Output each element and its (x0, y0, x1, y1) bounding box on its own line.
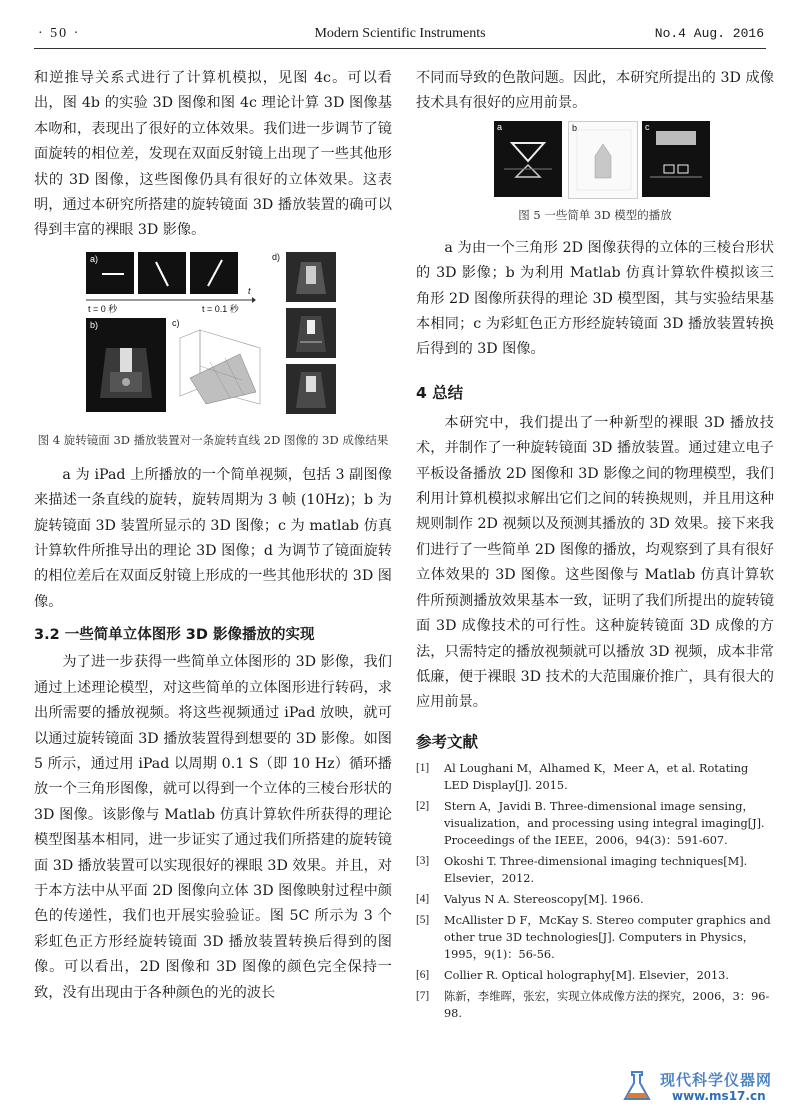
fig4-panel-d-photo-3 (286, 364, 336, 414)
reference-list (416, 760, 774, 1022)
theoretical-3d-plot (170, 318, 266, 412)
left-column (34, 66, 392, 1006)
figure-4-caption: 图 4 旋转镜面 3D 播放装置对一条旋转直线 2D 图像的 3D 成像结果 (37, 432, 389, 447)
fig4-panel-d-photo-2 (286, 308, 336, 358)
reference-item: [2] Stern A，Javidi B. Three-dimensional image sensing，visualization，and processing using integral imaging[J]. Proceedings of the IEEE，2006，94(3)：591-607. (416, 799, 765, 847)
fig5-label-a: a (497, 121, 503, 132)
paragraph: 不同而导致的色散问题。因此，本研究所提出的 3D 成像技术具有很好的应用前景。 (416, 70, 774, 112)
paragraph: 为了进一步获得一些简单立体图形的 3D 影像，我们通过上述理论模型，对这些简单的立体图形进行转码，求出所需要的播放视频。将这些视频通过 iPad 放映，就可以通过旋转镜面 3D 播放装置得到想要的 3D 影像。如图 5 所示，通过用 iPad 以周期 0.1 S（即 10 Hz）循环播放一个三角形图像，就可以得到一个立体的三棱台形状的 3D 图像。该影像与 Matlab 仿真计算软件所获得的理论模型图基本相同，进一步证实了通过我们所搭建的旋转镜面 3D 播放装置可以实现很好的裸眼 3D 效果。并且，对于本方法中从平面 2D 图像向立体 3D 图像映射过程中颜色的传递性，我们也开展实验验证。图 5C 所示为 3 个彩虹色正方形经旋转镜面 3D 播放装置转换后得到的图像。可以看出，2D 图像和 3D 图像的颜色完全保持一致，没有出现由于各种颜色的光的波长 (34, 654, 392, 1001)
fig5-panel-a (494, 121, 562, 197)
site-watermark (620, 1067, 790, 1107)
fig4-panel-d-photo-1 (272, 251, 336, 302)
watermark-site-name: 现代科学仪器网 (660, 1071, 773, 1089)
fig4-panel-a-frame-2 (138, 252, 186, 294)
paragraph: a 为 iPad 上所播放的一个简单视频，包括 3 副图像来描述一条直线的旋转，旋转周期为 3 帧 (10Hz)；b 为旋转镜面 3D 装置所显示的 3D 图像；c 为 matlab 仿真计算软件所推导出的理论 3D 图像；d 为调节了镜面旋转的相位差后在双面反射镜上形成的一些其他形状的 3D 图像。 (34, 466, 392, 610)
fig4-label-b: b) (90, 319, 99, 330)
fig4-time-end: t = 0.1 秒 (202, 303, 239, 314)
flask-logo-icon (620, 1069, 654, 1103)
reference-item: [4] Valyus N A. Stereoscopy[M]. 1966. (416, 892, 644, 906)
rotating-line-graphic (138, 252, 186, 294)
3d-shape-photo (286, 252, 336, 302)
3d-shape-photo (286, 364, 336, 414)
fig4-panel-a-frame-1 (86, 252, 134, 294)
right-column (416, 66, 774, 1026)
fig4-panel-b (86, 318, 166, 412)
running-header (34, 22, 766, 49)
reference-item: [5] McAllister D F，McKay S. Stereo computer graphics and other true 3D technologies[J]. Computers in Physics，1995，9(1)：56-56. (416, 913, 771, 961)
fig4-label-d: d) (272, 251, 281, 262)
watermark-url: www.ms17.cn (672, 1089, 766, 1103)
fig5-panel-b (568, 121, 638, 199)
figure-5 (416, 121, 774, 201)
fig4-panel-c (170, 318, 266, 412)
references-heading: 参考文献 (416, 732, 479, 751)
3d-image-photo (86, 318, 166, 412)
fig4-time-start: t = 0 秒 (88, 303, 118, 314)
fig4-panel-a-frame-3 (190, 252, 238, 294)
rainbow-square-photo (642, 121, 710, 197)
paragraph: a 为由一个三角形 2D 图像获得的立体的三棱台形状的 3D 影像；b 为利用 Matlab 仿真计算软件模拟该三角形 2D 图像所获得的理论 3D 模型图，其与实验结果基本相同；c 为彩虹色正方形经旋转镜面 3D 播放装置转换后得到的 3D 图像。 (416, 239, 774, 358)
triangle-frustum-photo (494, 121, 562, 197)
fig4-label-c: c) (172, 317, 180, 328)
fig5-panel-c (642, 121, 710, 197)
section-heading: 4 总结 (416, 383, 464, 402)
paragraph: 本研究中，我们提出了一种新型的裸眼 3D 播放技术，并制作了一种旋转镜面 3D 播放装置。通过建立电子平板设备播放 2D 图像和 3D 影像之间的物理模型，我们利用计算机模拟求解出它们之间的转换规则，并且用这种规则制作 2D 视频以及预测其播放的 3D 效果。接下来我们进行了一些简单 2D 图像的播放，均观察到了具有很好立体效果的 3D 图像。这些图像与 Matlab 仿真计算软件所预测播放效果基本一致，证明了我们所提出的旋转镜面 3D 成像技术的可行性。这种旋转镜面 3D 成像的方法，只需特定的播放视频就可以播放 3D 视频，成本非常低廉，便于裸眼 3D 技术的大范围廉价推广，具有很大的应用前景。 (416, 414, 774, 711)
figure-4 (34, 252, 392, 428)
reference-item: [6] Collier R. Optical holography[M]. Elsevier，2013. (416, 968, 729, 982)
section-heading: 3.2 一些简单立体图形 3D 影像播放的实现 (34, 627, 315, 644)
fig5-label-c: c (645, 121, 650, 132)
reference-item: [3] Okoshi T. Three-dimensional imaging techniques[M]. Elsevier，2012. (416, 854, 748, 885)
page-number: · 50 · (38, 26, 81, 41)
rotating-line-graphic (190, 252, 238, 294)
matlab-model-plot (569, 122, 637, 198)
fig4-label-a: a) (90, 253, 99, 264)
3d-shape-photo (286, 308, 336, 358)
figure-5-caption: 图 5 一些简单 3D 模型的播放 (518, 207, 672, 222)
fig4-time-axis-label: t (248, 285, 251, 296)
issue-info: No.4 Aug. 2016 (654, 26, 764, 41)
reference-item: [1] Al Loughani M，Alhamed K，Meer A，et al. Rotating LED Display[J]. 2015. (416, 761, 749, 792)
journal-title: Modern Scientific Instruments (314, 26, 486, 41)
paragraph: 和逆推导关系式进行了计算机模拟，见图 4c。可以看出，图 4b 的实验 3D 图像和图 4c 理论计算 3D 图像基本吻和，表现出了很好的立体效果。我们进一步调节了镜面旋转的相位差，发现在双面反射镜上出现了一些其他形状的 3D 图像，这些图像仍具有很好的立体效果。这表明，通过本研究所搭建的旋转镜面 3D 播放装置的确可以得到丰富的裸眼 3D 影像。 (34, 70, 392, 239)
rotating-line-graphic (86, 252, 134, 294)
reference-item: [7] 陈新，李维晖，张宏，实现立体成像方法的探究，2006，3：96-98. (416, 989, 770, 1020)
fig5-label-b: b (572, 122, 578, 133)
